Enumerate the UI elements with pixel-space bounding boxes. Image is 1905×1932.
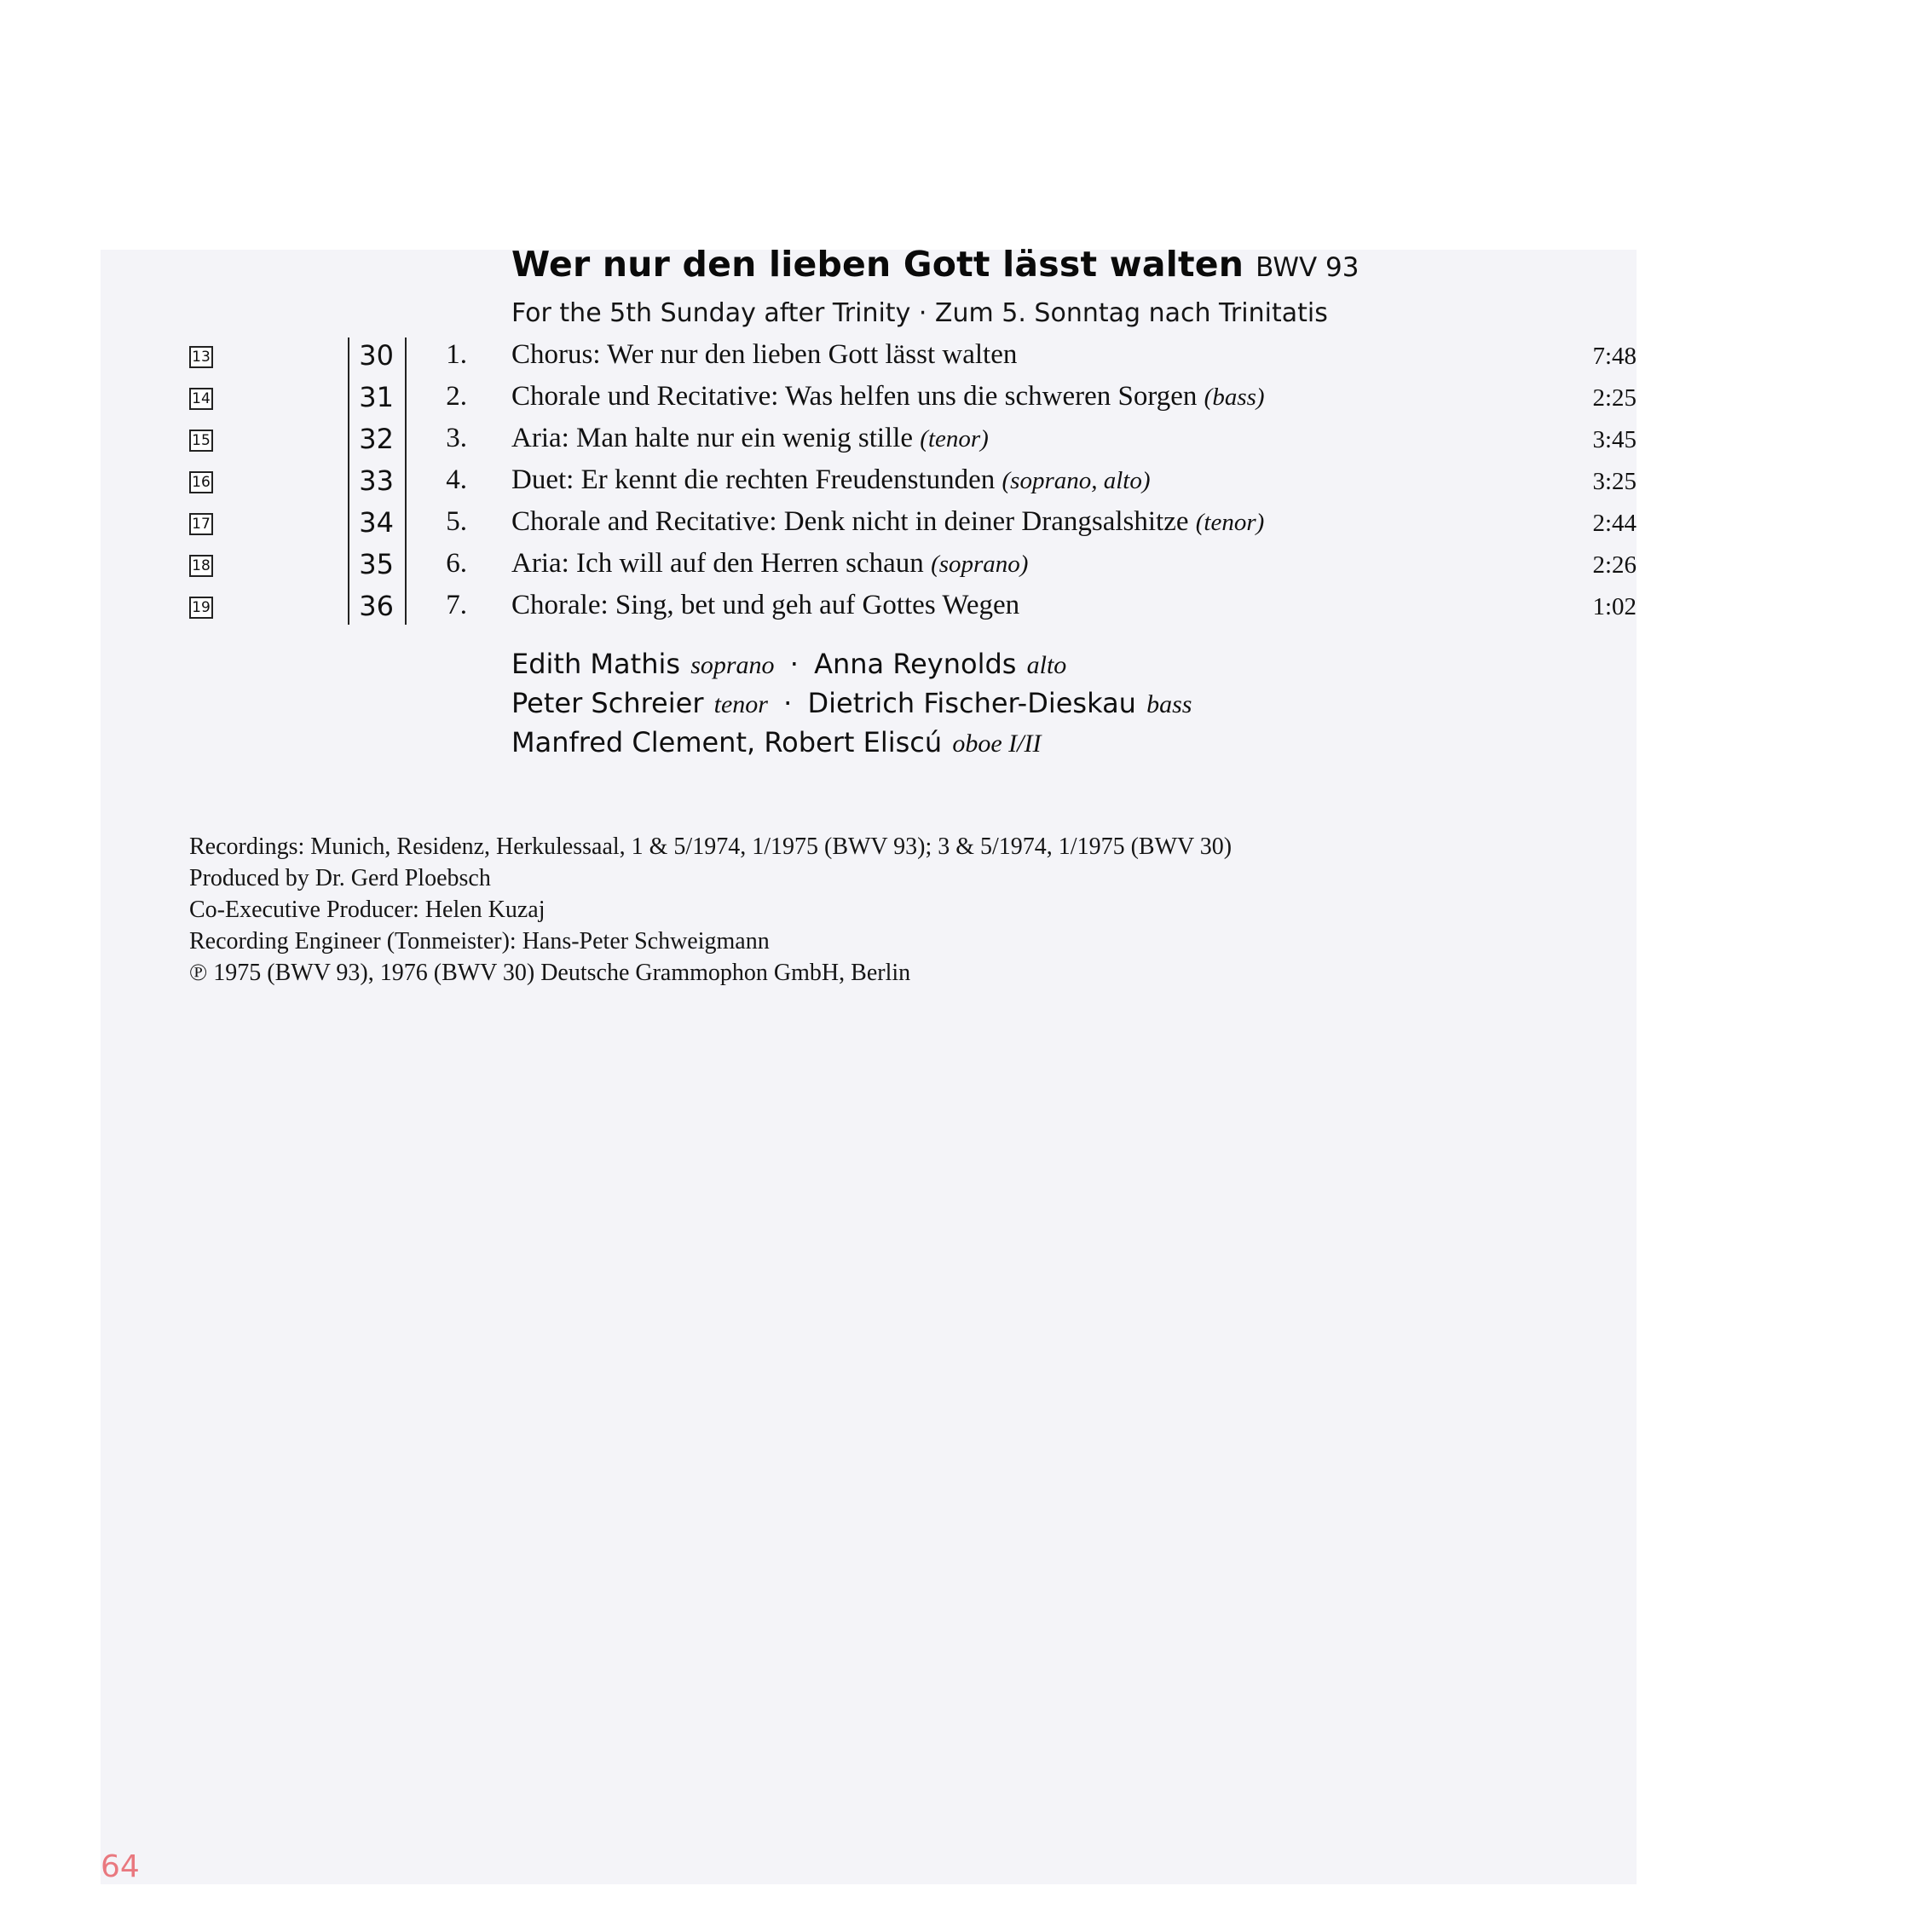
performer-line [511, 687, 1364, 726]
recording-credits [189, 833, 1638, 991]
movement-title-text: Chorale: Sing, bet und geh auf Gottes Wegen [511, 590, 1020, 620]
track-duration: 2:25 [1592, 384, 1637, 412]
movement-voices: (soprano) [931, 551, 1029, 578]
performer-separator: · [789, 648, 799, 680]
movement-title-text: Aria: Man halte nur ein wenig stille [511, 423, 914, 453]
movement-title-text: Chorus: Wer nur den lieben Gott lässt walten [511, 339, 1018, 370]
performer-role: soprano [690, 651, 775, 679]
track-row [0, 588, 1905, 630]
movement-title [511, 423, 989, 454]
track-duration: 1:02 [1592, 593, 1637, 620]
performer-line [511, 726, 1364, 765]
movement-number: 4. [446, 464, 467, 495]
movement-number: 2. [446, 381, 467, 412]
track-row [0, 505, 1905, 546]
credit-copyright: ℗ 1975 (BWV 93), 1976 (BWV 30) Deutsche Grammophon GmbH, Berlin [189, 960, 911, 986]
movement-number: 3. [446, 423, 467, 453]
track-number: 36 [359, 590, 394, 622]
movement-title-text: Duet: Er kennt die rechten Freudenstunden [511, 464, 996, 495]
performer-name: Dietrich Fischer-Dieskau [807, 687, 1136, 719]
movement-title-text: Chorale and Recitative: Denk nicht in deiner Drangsalshitze [511, 506, 1189, 537]
track-row [0, 463, 1905, 505]
movement-title [511, 381, 1265, 412]
movement-title-text: Aria: Ich will auf den Herren schaun [511, 548, 924, 579]
movement-voices: (soprano, alto) [1002, 467, 1151, 494]
disc-track-number: 13 [189, 346, 213, 368]
track-number: 34 [359, 506, 394, 539]
movement-number: 5. [446, 506, 467, 537]
work-heading [511, 244, 1359, 285]
page-number: 64 [101, 1849, 140, 1884]
movement-title-text: Chorale und Recitative: Was helfen uns die schweren Sorgen [511, 381, 1198, 412]
credit-producer: Produced by Dr. Gerd Ploebsch [189, 865, 491, 891]
credit-recording-engineer: Recording Engineer (Tonmeister): Hans-Peter Schweigmann [189, 928, 770, 954]
track-duration: 2:26 [1592, 551, 1637, 579]
track-number: 33 [359, 464, 394, 497]
performer-name: Manfred Clement, Robert Eliscú [511, 726, 943, 758]
performer-name: Peter Schreier [511, 687, 704, 719]
bwv-number: BWV 93 [1256, 252, 1359, 283]
disc-track-number: 18 [189, 555, 213, 577]
movement-voices: (tenor) [1195, 509, 1265, 536]
performer-role: tenor [713, 690, 768, 718]
track-duration: 3:25 [1592, 468, 1637, 495]
track-number: 32 [359, 423, 394, 455]
track-duration: 2:44 [1592, 510, 1637, 537]
track-row [0, 421, 1905, 463]
movement-title [511, 590, 1019, 621]
performer-role: bass [1146, 690, 1192, 718]
performer-name: Anna Reynolds [814, 648, 1017, 680]
performer-role: alto [1026, 651, 1067, 679]
credit-recordings: Recordings: Munich, Residenz, Herkulessaal, 1 & 5/1974, 1/1975 (BWV 93); 3 & 5/1974, 1/1975 (BWV 30) [189, 833, 1232, 860]
track-number: 35 [359, 548, 394, 580]
disc-track-number: 19 [189, 597, 213, 619]
track-duration: 3:45 [1592, 426, 1637, 453]
movement-title [511, 548, 1028, 580]
work-title: Wer nur den lieben Gott lässt walten [511, 244, 1244, 285]
credit-co-executive-producer: Co-Executive Producer: Helen Kuzaj [189, 897, 546, 923]
movement-voices: (tenor) [920, 425, 989, 453]
movement-number: 7. [446, 590, 467, 620]
track-number: 30 [359, 339, 394, 372]
track-duration: 7:48 [1592, 343, 1637, 370]
performer-name: Edith Mathis [511, 648, 681, 680]
work-occasion: For the 5th Sunday after Trinity · Zum 5. Sonntag nach Trinitatis [511, 298, 1328, 328]
disc-track-number: 14 [189, 388, 213, 410]
performer-role: oboe I/II [952, 730, 1042, 758]
performer-separator: · [783, 687, 793, 719]
movement-title [511, 464, 1151, 496]
movement-number: 6. [446, 548, 467, 579]
movement-number: 1. [446, 339, 467, 370]
disc-track-number: 17 [189, 513, 213, 535]
movement-title [511, 506, 1264, 538]
track-row [0, 546, 1905, 588]
track-row [0, 337, 1905, 379]
disc-track-number: 15 [189, 430, 213, 452]
movement-title [511, 339, 1017, 371]
performers [511, 648, 1364, 765]
track-number: 31 [359, 381, 394, 413]
disc-track-number: 16 [189, 471, 213, 493]
performer-line [511, 648, 1364, 687]
track-row [0, 379, 1905, 421]
movement-voices: (bass) [1204, 384, 1265, 411]
